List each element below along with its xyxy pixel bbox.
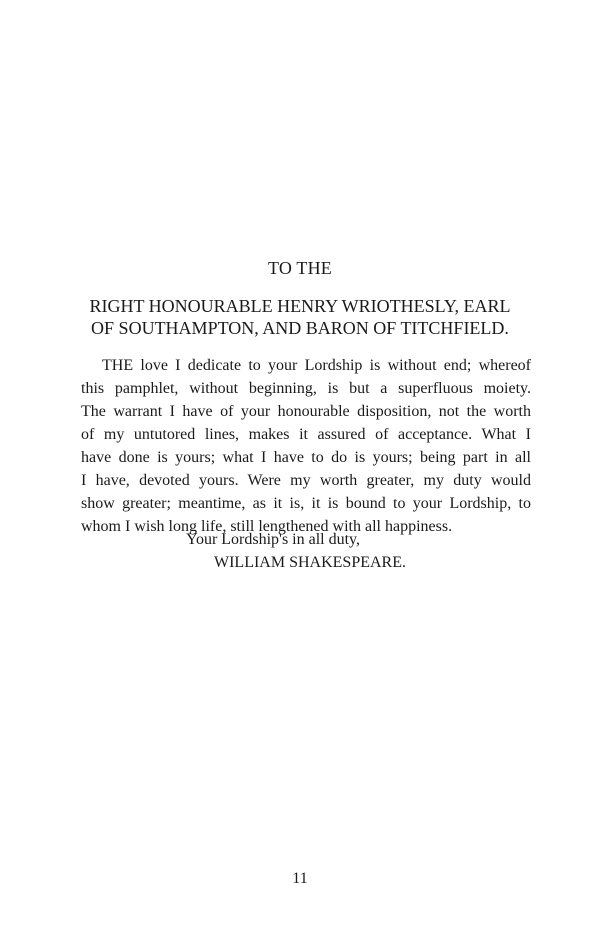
dedication-body [81,354,531,538]
closing-salutation: Your Lordship's in all duty, [186,531,361,548]
dedicatee-line: RIGHT HONOURABLE HENRY WRIOTHESLY, EARL [89,296,511,316]
dedication-heading: TO THE [267,258,333,278]
body-line: I have, devoted yours. Were my worth greater, my duty would [81,472,531,489]
signature: WILLIAM SHAKESPEARE. [214,554,406,571]
body-line: have done is yours; what I have to do is yours; being part in all [81,449,531,466]
body-line: whom I wish long life, still lengthened with all happiness. [81,518,453,535]
body-line: of my untutored lines, makes it assured of acceptance. What I [81,426,531,443]
body-line: show greater; meantime, as it is, it is bound to your Lordship, to [81,495,531,512]
body-line: THE love I dedicate to your Lordship is without end; whereof [102,357,531,374]
body-line: The warrant I have of your honourable disposition, not the worth [81,403,531,420]
dedicatee-title [60,295,540,339]
dedicatee-line: OF SOUTHAMPTON, AND BARON OF TITCHFIELD. [91,318,509,338]
body-line: this pamphlet, without beginning, is but a superfluous moiety. [81,380,531,397]
page-number: 11 [292,870,308,887]
